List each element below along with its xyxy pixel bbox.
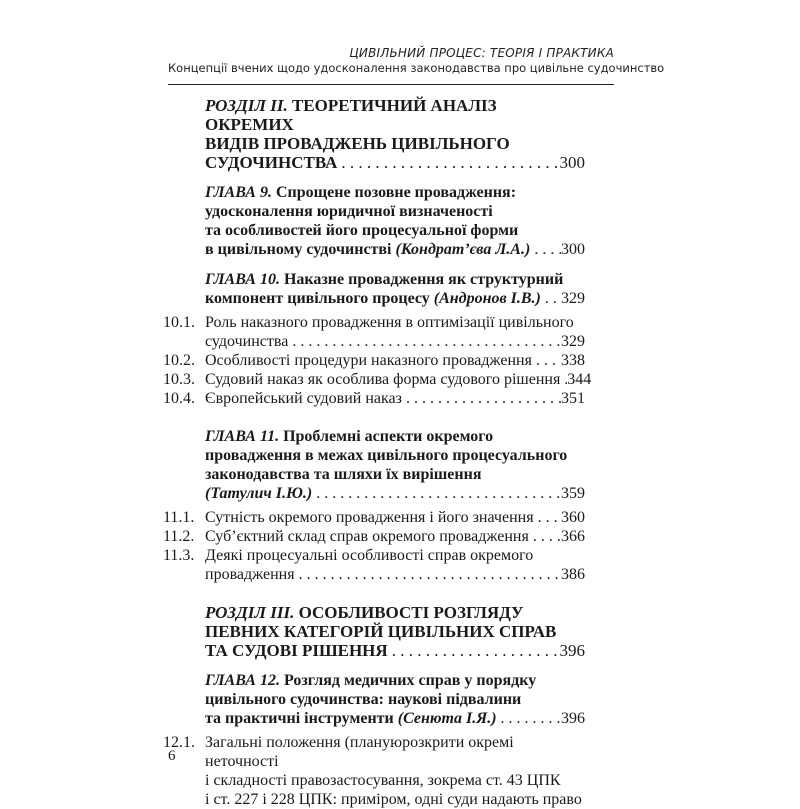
section-title-line: ВИДІВ ПРОВАДЖЕНЬ ЦИВІЛЬНОГО <box>205 134 510 153</box>
page-ref: 360 <box>561 509 585 526</box>
page-ref: 300 <box>559 153 585 172</box>
toc-item <box>163 527 585 546</box>
chapter-title-line: цивільного судочинства: наукові підвалини <box>205 691 522 708</box>
item-number: 10.4. <box>163 390 195 407</box>
dot-leader <box>497 709 561 728</box>
page-ref: 351 <box>561 390 585 407</box>
dot-leader <box>560 370 567 389</box>
toc-item <box>163 546 585 584</box>
item-title-line: Сутність окремого провадження і його значення <box>205 509 534 526</box>
running-head <box>168 46 665 76</box>
section-title-line: ОСОБЛИВОСТІ РОЗГЛЯДУ <box>298 603 524 622</box>
item-number: 11.1. <box>163 509 195 526</box>
chapter-label: ГЛАВА 10. <box>205 271 280 288</box>
chapter-title-line: компонент цивільного процесу <box>205 290 430 307</box>
item-title-line: і ст. 227 і 228 ЦПК: приміром, одні суди надають право <box>205 791 582 808</box>
chapter-author: (Сенюта І.Я.) <box>397 710 497 727</box>
item-number: 11.2. <box>163 528 195 545</box>
chapter-title-line: удосконалення юридичної визначеності <box>205 203 493 220</box>
chapter-author: (Татулич І.Ю.) <box>205 485 313 502</box>
page-ref: 338 <box>561 352 585 369</box>
chapter-title-line: Наказне провадження як структурний <box>283 271 564 288</box>
item-number: 10.1. <box>163 314 195 331</box>
chapter-title-line: законодавства та шляхи їх вирішення <box>205 466 482 483</box>
chapter-author: (Андронов І.В.) <box>433 290 541 307</box>
dot-leader <box>312 484 561 503</box>
item-title-line: Суб’єктний склад справ окремого провадження <box>205 528 529 545</box>
toc-item <box>163 351 585 370</box>
item-title-line: і складності правозастосування, зокрема ст. 43 ЦПК <box>205 772 561 789</box>
running-head-subtitle: Концепції вчених щодо удосконалення законодавства про цивільне судочинство <box>168 61 665 75</box>
item-title-line: провадження <box>205 566 295 583</box>
chapter-label: ГЛАВА 9. <box>205 184 272 201</box>
dot-leader <box>534 508 561 527</box>
page-ref: 366 <box>561 528 585 545</box>
item-title-line: Судовий наказ як особлива форма судового рішення <box>205 371 561 388</box>
toc-item <box>163 389 585 408</box>
toc-item <box>163 508 585 527</box>
item-title-line: Загальні положення (плануюрозкрити окремі неточності <box>205 734 514 770</box>
table-of-contents <box>163 96 592 809</box>
dot-leader <box>402 389 561 408</box>
item-title-line: Роль наказного провадження в оптимізації цивільного <box>205 314 574 331</box>
chapter-label: ГЛАВА 11. <box>205 428 280 445</box>
dot-leader <box>532 351 561 370</box>
chapter-title-line: Розгляд медичних справ у порядку <box>283 672 537 689</box>
dot-leader <box>337 153 559 172</box>
chapter-author: (Кондрат’єва Л.А.) <box>395 241 531 258</box>
running-head-title: ЦИВІЛЬНИЙ ПРОЦЕС: ТЕОРІЯ І ПРАКТИКА <box>349 46 614 60</box>
chapter-title-line: Проблемні аспекти окремого <box>283 428 494 445</box>
item-number: 10.3. <box>163 371 195 388</box>
item-title-line: Особливості процедури наказного провадження <box>205 352 532 369</box>
section-title-line: ТЕОРЕТИЧНИЙ АНАЛІЗ ОКРЕМИХ <box>205 96 497 134</box>
page-ref: 396 <box>559 641 585 660</box>
chapter-title-line: та практичні інструменти <box>205 710 394 727</box>
toc-section-3 <box>163 603 585 660</box>
item-title-line: судочинства <box>205 333 289 350</box>
chapter-title-line: в цивільному судочинстві <box>205 241 392 258</box>
toc-item <box>163 370 592 389</box>
dot-leader <box>530 240 561 259</box>
toc-chapter-10 <box>163 270 585 308</box>
item-title-line: Деякі процесуальні особливості справ окремого <box>205 547 534 564</box>
dot-leader <box>541 289 561 308</box>
dot-leader <box>295 565 561 584</box>
dot-leader <box>288 332 561 351</box>
page-ref: 396 <box>561 710 585 727</box>
page-ref: 344 <box>567 371 592 388</box>
section-title-line: ПЕВНИХ КАТЕГОРІЙ ЦИВІЛЬНИХ СПРАВ <box>205 622 557 641</box>
page-ref: 386 <box>561 566 585 583</box>
chapter-title-line: та особливостей його процесуальної форми <box>205 222 519 239</box>
item-number: 10.2. <box>163 352 195 369</box>
dot-leader <box>388 641 560 660</box>
chapter-title-line: провадження в межах цивільного процесуального <box>205 447 568 464</box>
toc-item <box>163 733 585 809</box>
toc-chapter-11 <box>163 427 585 503</box>
section-label: РОЗДІЛ ІІІ. <box>205 603 295 622</box>
page-ref: 300 <box>561 241 585 258</box>
item-title-line: Європейський судовий наказ <box>205 390 402 407</box>
page-ref: 329 <box>561 290 585 307</box>
section-label: РОЗДІЛ ІІ. <box>205 96 288 115</box>
toc-chapter-12 <box>163 671 585 728</box>
page-ref: 329 <box>561 333 585 350</box>
section-title-line: ТА СУДОВІ РІШЕННЯ <box>205 641 388 660</box>
toc-section-2 <box>163 96 585 172</box>
dot-leader <box>529 527 561 546</box>
chapter-label: ГЛАВА 12. <box>205 672 280 689</box>
chapter-title-line: Спрощене позовне провадження: <box>275 184 517 201</box>
header-rule <box>168 84 614 85</box>
page-number: 6 <box>168 748 176 764</box>
item-number: 11.3. <box>163 547 195 564</box>
section-title-line: СУДОЧИНСТВА <box>205 153 338 172</box>
toc-chapter-9 <box>163 183 585 259</box>
toc-item <box>163 313 585 351</box>
page-ref: 359 <box>561 485 585 502</box>
item-number: 12.1. <box>163 734 195 751</box>
